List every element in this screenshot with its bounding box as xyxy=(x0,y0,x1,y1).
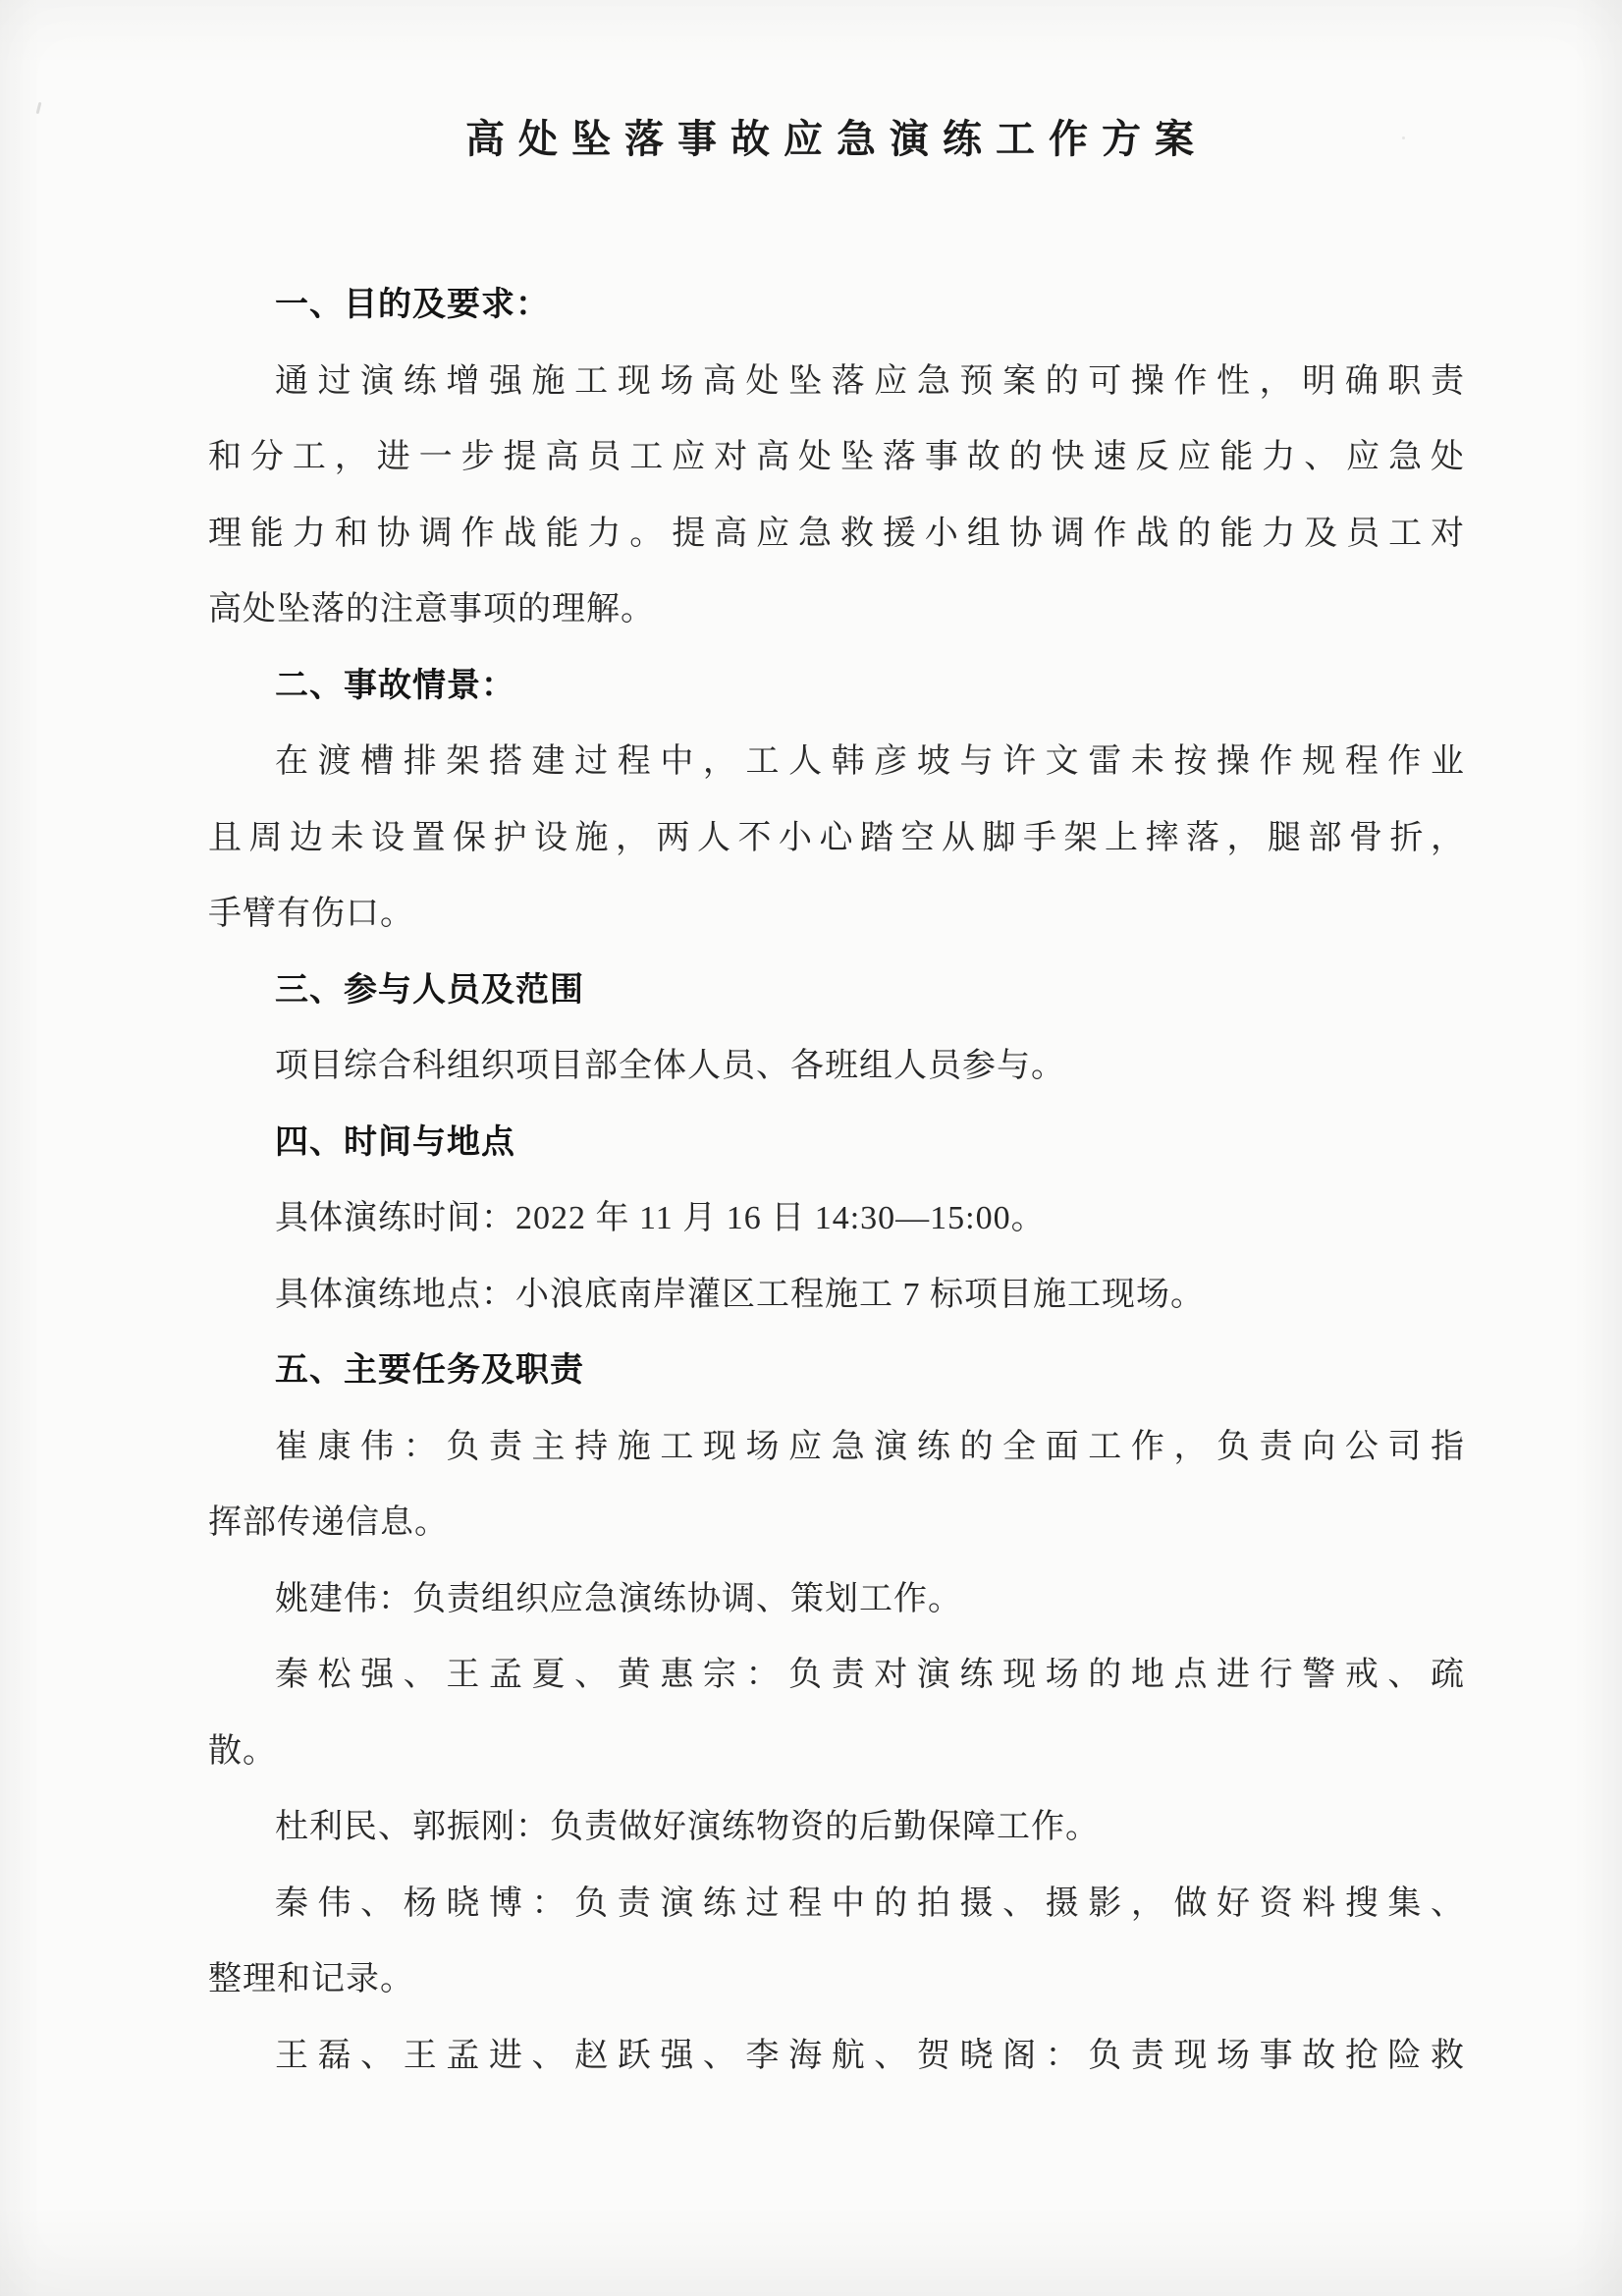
section-heading: 五、主要任务及职责 xyxy=(275,1352,584,1389)
text-line: 具体演练地点：小浪底南岸灌区工程施工 7 标项目施工现场。 xyxy=(275,1276,1205,1313)
text-line: 理能力和协调作战能力。提高应急救援小组协调作战的能力及员工对 xyxy=(208,515,1465,552)
text-line: 王磊、王孟进、赵跃强、李海航、贺晓阁：负责现场事故抢险救 xyxy=(275,2037,1465,2074)
text-line: 项目综合科组织项目部全体人员、各班组人员参与。 xyxy=(275,1048,1065,1084)
text-line: 手臂有伤口。 xyxy=(208,896,414,932)
text-line: 挥部传递信息。 xyxy=(208,1504,449,1541)
text-line: 杜利民、郭振刚：负责做好演练物资的后勤保障工作。 xyxy=(275,1809,1100,1845)
section-heading: 二、事故情景： xyxy=(275,667,515,704)
document-content xyxy=(208,110,1465,2094)
document-body xyxy=(208,267,1465,2094)
scan-artifact xyxy=(36,102,42,114)
text-line: 通过演练增强施工现场高处坠落应急预案的可操作性，明确职责 xyxy=(275,362,1465,400)
text-line: 在渡槽排架搭建过程中，工人韩彦坡与许文雷未按操作规程作业 xyxy=(275,743,1465,780)
text-line: 姚建伟：负责组织应急演练协调、策划工作。 xyxy=(275,1580,962,1617)
text-line: 崔康伟：负责主持施工现场应急演练的全面工作，负责向公司指 xyxy=(275,1428,1465,1465)
text-line: 高处坠落的注意事项的理解。 xyxy=(208,591,655,628)
text-line: 且周边未设置保护设施，两人不小心踏空从脚手架上摔落，腿部骨折， xyxy=(208,819,1465,856)
text-line: 秦松强、王孟夏、黄惠宗：负责对演练现场的地点进行警戒、疏 xyxy=(275,1657,1465,1693)
text-line: 整理和记录。 xyxy=(208,1961,414,1997)
text-line: 散。 xyxy=(208,1732,277,1770)
text-line: 和分工，进一步提高员工应对高处坠落事故的快速反应能力、应急处 xyxy=(208,439,1465,475)
document-title: 高处坠落事故应急演练工作方案 xyxy=(465,117,1208,161)
text-line: 秦伟、杨晓博：负责演练过程中的拍摄、摄影，做好资料搜集、 xyxy=(275,1885,1465,1922)
section-heading: 一、目的及要求： xyxy=(275,287,550,323)
text-line: 具体演练时间：2022 年 11 月 16 日 14:30—15:00。 xyxy=(275,1200,1046,1236)
section-heading: 三、参与人员及范围 xyxy=(275,971,584,1009)
section-heading: 四、时间与地点 xyxy=(275,1123,515,1161)
